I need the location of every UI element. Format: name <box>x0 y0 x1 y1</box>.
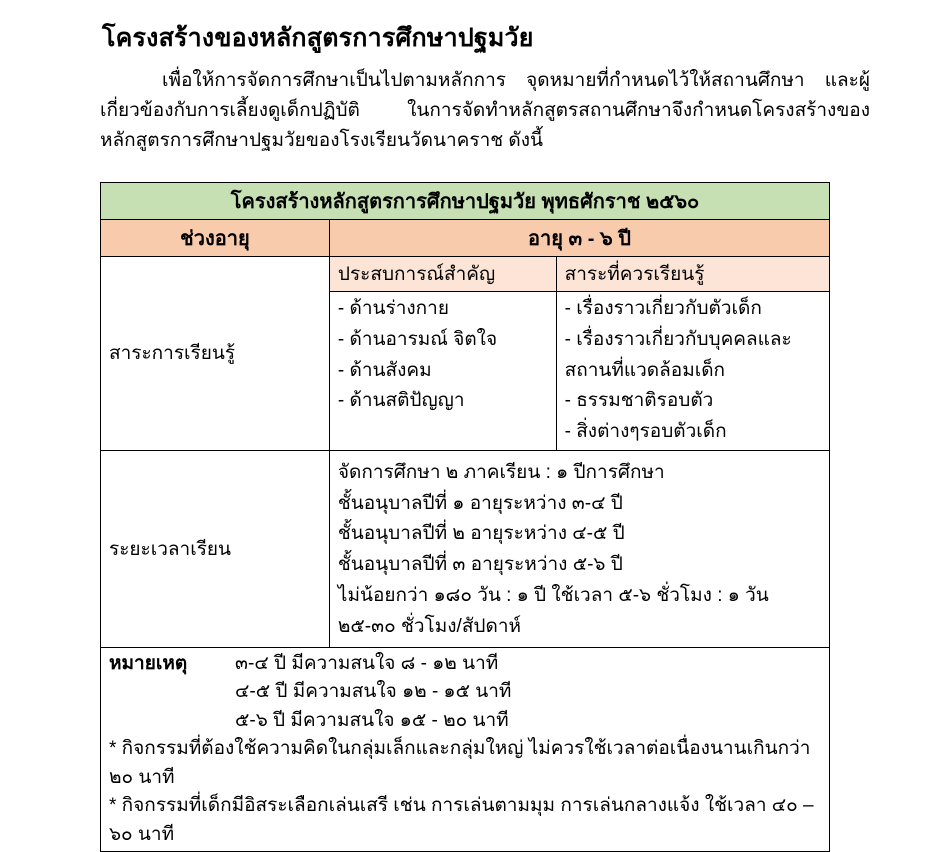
notes-first-line <box>109 650 821 679</box>
age-range-row <box>101 220 830 257</box>
duration-line: จัดการศึกษา ๒ ภาคเรียน : ๑ ปีการศึกษา <box>337 461 665 483</box>
key-experience-header: ประสบการณ์สำคัญ <box>329 257 556 292</box>
duration-label: ระยะเวลาเรียน <box>101 450 330 647</box>
list-item: - เรื่องราวเกี่ยวกับบุคคลและสถานที่แวดล้อมเด็ก <box>564 328 792 381</box>
duration-details <box>329 450 829 647</box>
attention-span-line: ๔-๕ ปี มีความสนใจ ๑๒ - ๑๕ นาที <box>235 681 512 703</box>
notes-row <box>101 647 830 852</box>
age-range-label: ช่วงอายุ <box>101 220 330 257</box>
duration-row <box>101 450 830 647</box>
learning-substance-list <box>556 292 829 451</box>
list-item: - ด้านร่างกาย <box>337 298 449 320</box>
page-title: โครงสร้างของหลักสูตรการศึกษาปฐมวัย <box>102 24 534 52</box>
list-item: - ด้านสติปัญญา <box>337 390 465 412</box>
table-title-row <box>101 183 830 220</box>
age-range-value: อายุ ๓ - ๖ ปี <box>329 220 829 257</box>
duration-line: ๒๕-๓๐ ชั่วโมง/สัปดาห์ <box>337 615 522 637</box>
attention-span-line: ๕-๖ ปี มีความสนใจ ๑๕ - ๒๐ นาที <box>235 709 509 731</box>
duration-line: ชั้นอนุบาลปีที่ ๑ อายุระหว่าง ๓-๔ ปี <box>337 492 623 514</box>
duration-line: ชั้นอนุบาลปีที่ ๓ อายุระหว่าง ๕-๖ ปี <box>337 554 623 576</box>
list-item: - ด้านอารมณ์ จิตใจ <box>337 328 498 350</box>
attention-span-line: ๓-๔ ปี มีความสนใจ ๘ - ๑๒ นาที <box>235 652 499 674</box>
duration-line: ชั้นอนุบาลปีที่ ๒ อายุระหว่าง ๔-๕ ปี <box>337 523 625 545</box>
list-item: - ธรรมชาติรอบตัว <box>564 390 714 412</box>
notes-label: หมายเหตุ <box>109 652 188 674</box>
key-experience-list <box>329 292 556 451</box>
notes-cell <box>101 647 830 852</box>
subheader-row <box>101 257 830 292</box>
learning-content-label: สาระการเรียนรู้ <box>101 257 330 451</box>
list-item: - สิ่งต่างๆรอบตัวเด็ก <box>564 421 727 443</box>
footnote-line: * กิจกรรมที่เด็กมีอิสระเลือกเล่นเสรี เช่น การเล่นตามมุม การเล่นกลางแจ้ง ใช้เวลา ๔๐ – ๖๐ นาที <box>109 795 814 845</box>
table-title: โครงสร้างหลักสูตรการศึกษาปฐมวัย พุทธศักราช ๒๕๖๐ <box>101 183 830 220</box>
curriculum-structure-table <box>100 182 830 852</box>
list-item: - เรื่องราวเกี่ยวกับตัวเด็ก <box>564 298 762 320</box>
list-item: - ด้านสังคม <box>337 359 432 381</box>
learning-substance-header: สาระที่ควรเรียนรู้ <box>556 257 829 292</box>
intro-paragraph: เพื่อให้การจัดการศึกษาเป็นไปตามหลักการ จุดหมายที่กำหนดไว้ให้สถานศึกษา และผู้เกี่ยวข้องกับการเลี้ยงดูเด็กปฏิบัติ ในการจัดทำหลักสูตรสถานศึกษาจึงกำหนดโครงสร้างของหลักสูตรการศึกษาปฐมวัยของโรงเรียนวัดนาคราช ดังนี้ <box>100 70 870 152</box>
footnote-line: * กิจกรรมที่ต้องใช้ความคิดในกลุ่มเล็กและกลุ่มใหญ่ ไม่ควรใช้เวลาต่อเนื่องนานเกินกว่า ๒๐ นาที <box>109 738 811 788</box>
duration-line: ไม่น้อยกว่า ๑๘๐ วัน : ๑ ปี ใช้เวลา ๕-๖ ชั่วโมง : ๑ วัน <box>337 584 769 606</box>
